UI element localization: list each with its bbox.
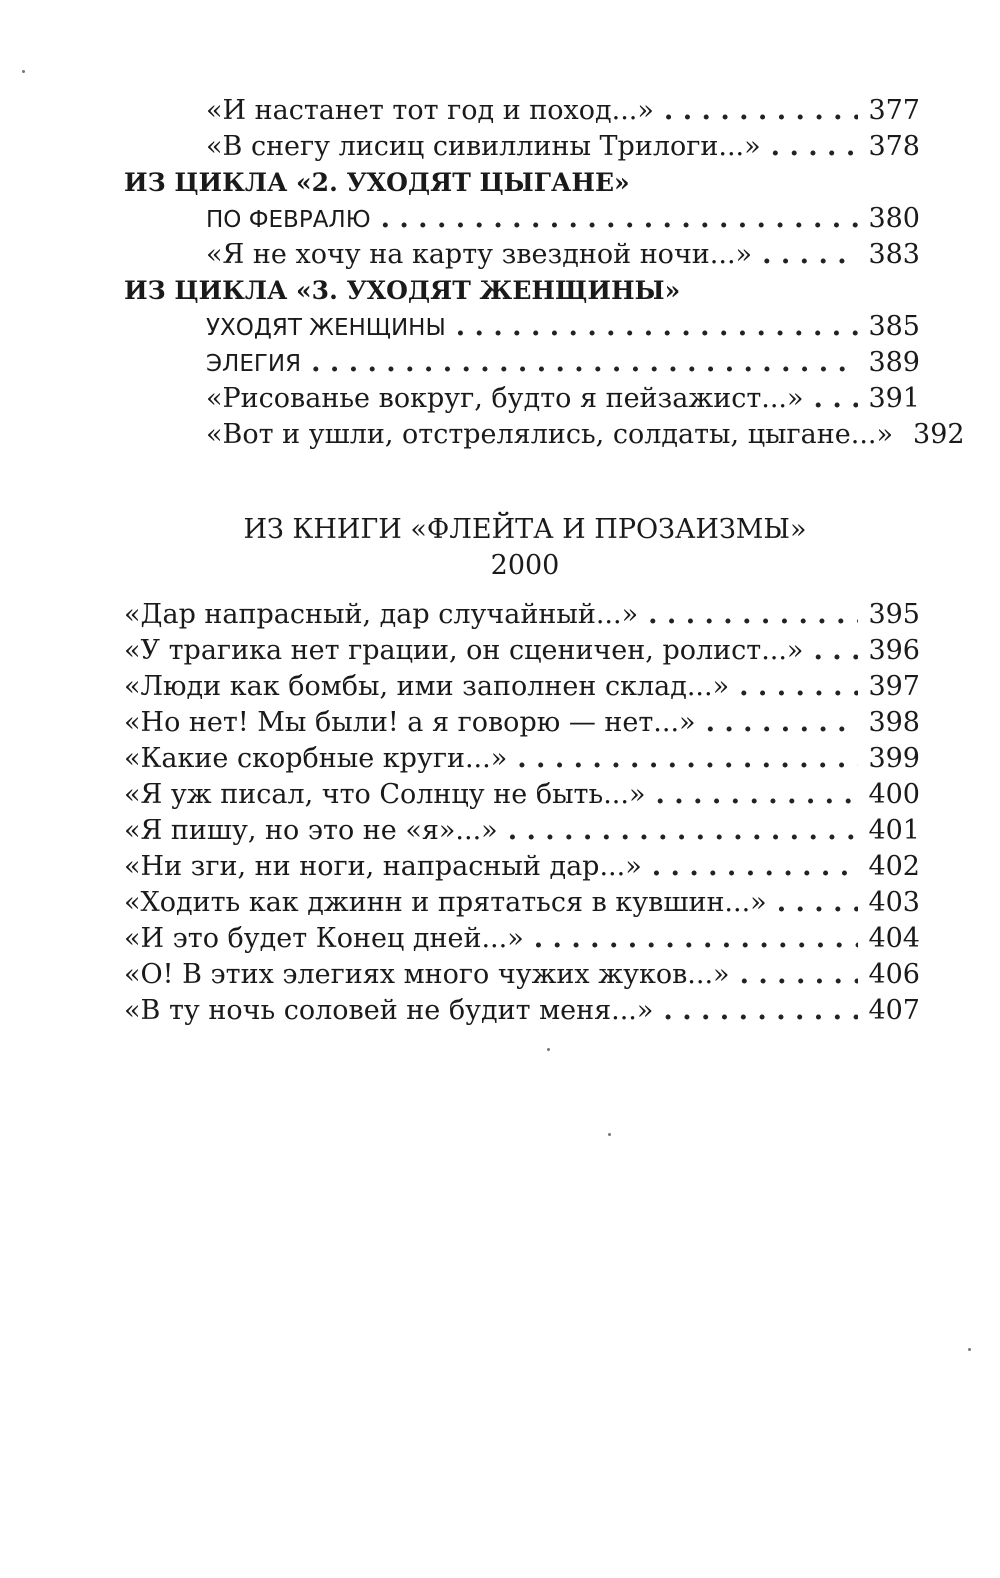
entry-page-number: 397 xyxy=(868,671,920,702)
cycle-heading: ИЗ ЦИКЛА «2. УХОДЯТ ЦЫГАНЕ» xyxy=(124,168,630,197)
toc-entry xyxy=(124,849,920,885)
entry-page-number: 391 xyxy=(868,383,920,414)
toc-entry xyxy=(206,129,920,165)
entry-title: «Ходить как джинн и прятаться в кувшин...» xyxy=(124,887,767,918)
dot-leader xyxy=(739,669,858,705)
entry-title: «В снегу лисиц сивиллины Трилоги...» xyxy=(206,131,761,162)
entry-title: «Я пишу, но это не «я»...» xyxy=(124,815,498,846)
dot-leader xyxy=(534,921,859,957)
book-year: 2000 xyxy=(490,550,560,581)
dot-leader xyxy=(771,129,859,165)
entry-page-number: 383 xyxy=(868,239,920,270)
entry-title: «Но нет! Мы были! а я говорю — нет...» xyxy=(124,707,696,738)
entry-page-number: 389 xyxy=(868,347,920,378)
entry-title: «Ни зги, ни ноги, напрасный дар...» xyxy=(124,851,642,882)
entry-title: ПО ФЕВРАЛЮ xyxy=(206,207,371,233)
scan-speck xyxy=(968,1348,971,1351)
toc-entry xyxy=(124,597,920,633)
entry-page-number: 398 xyxy=(868,707,920,738)
toc-entry xyxy=(124,705,920,741)
entry-title: ЭЛЕГИЯ xyxy=(206,351,302,377)
book-title: ИЗ КНИГИ «ФЛЕЙТА И ПРОЗАИЗМЫ» xyxy=(243,514,807,545)
toc-entry xyxy=(124,921,920,957)
entry-page-number: 402 xyxy=(868,851,920,882)
toc-entry xyxy=(124,885,920,921)
dot-leader xyxy=(777,885,859,921)
dot-leader xyxy=(762,237,858,273)
dot-leader xyxy=(663,993,858,1029)
dot-leader xyxy=(740,957,859,993)
toc-entry xyxy=(206,201,920,238)
entry-page-number: 399 xyxy=(868,743,920,774)
dot-leader xyxy=(456,309,859,345)
toc-entry xyxy=(206,309,920,346)
entry-page-number: 396 xyxy=(868,635,920,666)
entry-title: «И настанет тот год и поход...» xyxy=(206,95,654,126)
cycle-heading: ИЗ ЦИКЛА «3. УХОДЯТ ЖЕНЩИНЫ» xyxy=(124,276,681,305)
entry-page-number: 401 xyxy=(868,815,920,846)
entry-page-number: 407 xyxy=(868,995,920,1026)
entry-title: «Вот и ушли, отстрелялись, солдаты, цыгане...» xyxy=(206,419,894,450)
toc-entry xyxy=(124,813,920,849)
entry-page-number: 403 xyxy=(868,887,920,918)
toc-entry xyxy=(206,417,965,453)
entry-title: «Рисованье вокруг, будто я пейзажист...» xyxy=(206,383,804,414)
dot-leader xyxy=(381,201,859,237)
dot-leader xyxy=(814,381,859,417)
entry-page-number: 404 xyxy=(868,923,920,954)
toc-entry xyxy=(124,633,920,669)
entry-page-number: 385 xyxy=(868,311,920,342)
dot-leader xyxy=(706,705,859,741)
dot-leader xyxy=(813,633,858,669)
entry-title: «Люди как бомбы, ими заполнен склад...» xyxy=(124,671,730,702)
entry-page-number: 377 xyxy=(868,95,920,126)
toc-entry xyxy=(206,93,920,129)
entry-title: «Какие скорбные круги...» xyxy=(124,743,508,774)
dot-leader xyxy=(508,813,859,849)
toc-entry xyxy=(206,381,920,417)
scan-speck xyxy=(547,1048,550,1051)
dot-leader xyxy=(664,93,859,129)
toc-entry xyxy=(124,669,920,705)
dot-leader xyxy=(311,345,858,381)
entry-title: «Я не хочу на карту звездной ночи...» xyxy=(206,239,753,270)
entry-title: «В ту ночь соловей не будит меня...» xyxy=(124,995,654,1026)
scan-speck xyxy=(22,70,25,73)
toc-entry xyxy=(124,957,920,993)
dot-leader xyxy=(652,849,859,885)
dot-leader xyxy=(517,741,858,777)
entry-title: «Дар напрасный, дар случайный...» xyxy=(124,599,639,630)
entry-title: УХОДЯТ ЖЕНЩИНЫ xyxy=(206,315,446,341)
entry-page-number: 406 xyxy=(868,959,920,990)
entry-title: «Я уж писал, что Солнцу не быть...» xyxy=(124,779,646,810)
dot-leader xyxy=(655,777,858,813)
dot-leader xyxy=(648,597,858,633)
scan-speck xyxy=(608,1133,611,1136)
entry-page-number: 392 xyxy=(913,419,965,450)
entry-page-number: 378 xyxy=(868,131,920,162)
entry-page-number: 380 xyxy=(868,203,920,234)
toc-entry xyxy=(124,993,920,1029)
entry-title: «У трагика нет грации, он сценичен, ролист...» xyxy=(124,635,804,666)
toc-entry xyxy=(124,741,920,777)
entry-page-number: 395 xyxy=(868,599,920,630)
entry-title: «И это будет Конец дней...» xyxy=(124,923,524,954)
entry-page-number: 400 xyxy=(868,779,920,810)
entry-title: «О! В этих элегиях много чужих жуков...» xyxy=(124,959,730,990)
toc-entry xyxy=(206,345,920,382)
toc-entry xyxy=(206,237,920,273)
toc-entry xyxy=(124,777,920,813)
